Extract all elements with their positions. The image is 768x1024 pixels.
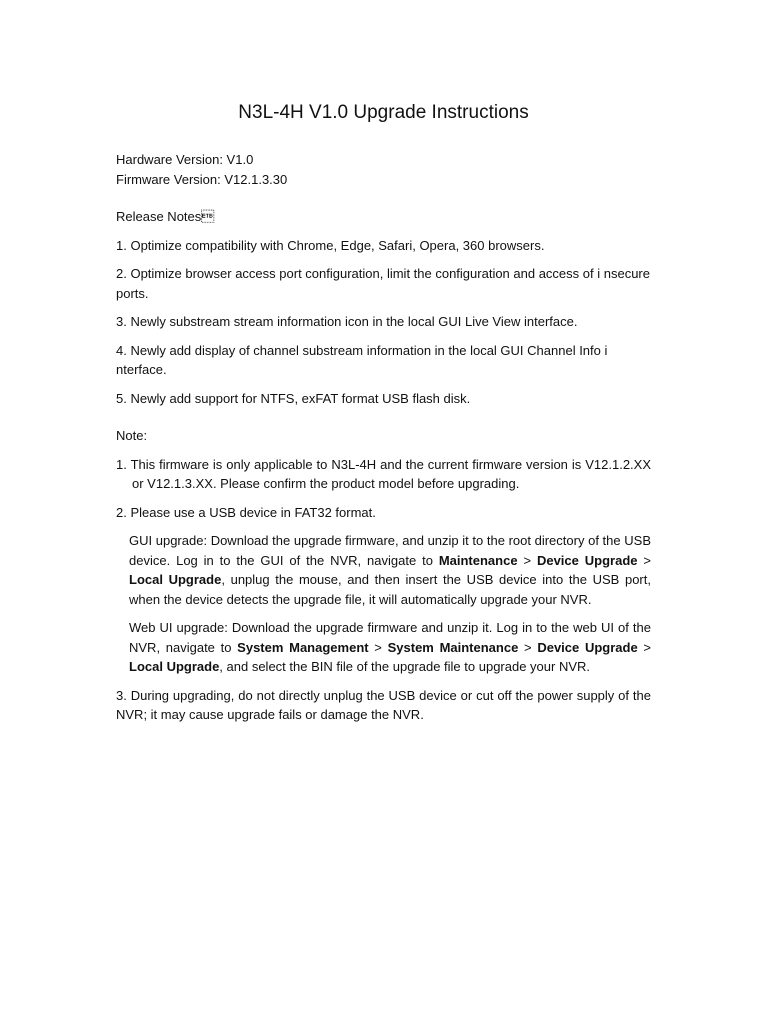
device-upgrade-label: Device Upgrade bbox=[536, 552, 638, 568]
release-note-item: 1. Optimize compatibility with Chrome, Edge, Safari, Opera, 360 browsers. bbox=[116, 237, 545, 253]
note-item-1: 1. This firmware is only applicable to N3L-4H and the current firmware version is V12.1.2.XX or V12.1.3.XX. Please confirm the product model before upgrading. bbox=[116, 456, 651, 491]
separator: > bbox=[518, 639, 538, 655]
gui-upgrade-text-a: GUI upgrade: Download the upgrade firmware, and unzip it to the root directory of the USB device. Log in to the GUI of the NVR, navigate to bbox=[129, 533, 651, 568]
web-upgrade-paragraph bbox=[116, 618, 651, 677]
separator: > bbox=[368, 639, 388, 655]
release-note-item: 3. Newly substream stream information icon in the local GUI Live View interface. bbox=[116, 314, 578, 329]
separator: > bbox=[637, 639, 651, 655]
maintenance-label: Maintenance bbox=[438, 552, 518, 568]
note-item-2: 2. Please use a USB device in FAT32 format. bbox=[116, 504, 376, 520]
document-page bbox=[116, 100, 651, 734]
release-note-item: 4. Newly add display of channel substream information in the local GUI Channel Info i nterface. bbox=[116, 342, 608, 377]
web-upgrade-text-b: , and select the BIN file of the upgrade file to upgrade your NVR. bbox=[219, 659, 591, 674]
release-notes-heading: Release Notes bbox=[116, 209, 215, 224]
system-management-label: System Management bbox=[237, 639, 369, 655]
note-heading: Note: bbox=[116, 428, 148, 443]
release-note-item: 2. Optimize browser access port configuration, limit the configuration and access of i nsecure ports. bbox=[116, 266, 650, 301]
gui-upgrade-paragraph bbox=[116, 531, 651, 609]
separator: > bbox=[637, 552, 651, 568]
web-upgrade-text-a: Web UI upgrade: Download the upgrade firmware and unzip it. Log in to the web UI of the NVR, navigate to bbox=[129, 620, 651, 655]
local-upgrade-label: Local Upgrade bbox=[129, 572, 222, 587]
hardware-version: Hardware Version: V1.0 bbox=[116, 152, 254, 167]
firmware-version: Firmware Version: V12.1.3.30 bbox=[116, 171, 288, 187]
local-upgrade-label: Local Upgrade bbox=[129, 659, 220, 674]
device-upgrade-label: Device Upgrade bbox=[537, 639, 638, 655]
release-note-item: 5. Newly add support for NTFS, exFAT format USB flash disk. bbox=[116, 390, 471, 406]
document-title: N3L-4H V1.0 Upgrade Instructions bbox=[238, 102, 529, 123]
note-item-3: 3. During upgrading, do not directly unplug the USB device or cut off the power supply of the NVR; it may cause upgrade fails or damage the NVR. bbox=[116, 687, 651, 722]
gui-upgrade-text-b: , unplug the mouse, and then insert the USB device into the USB port, when the device detects the upgrade file, it will automatically upgrade your NVR. bbox=[129, 572, 651, 607]
separator: > bbox=[517, 552, 537, 568]
system-maintenance-label: System Maintenance bbox=[387, 639, 519, 655]
